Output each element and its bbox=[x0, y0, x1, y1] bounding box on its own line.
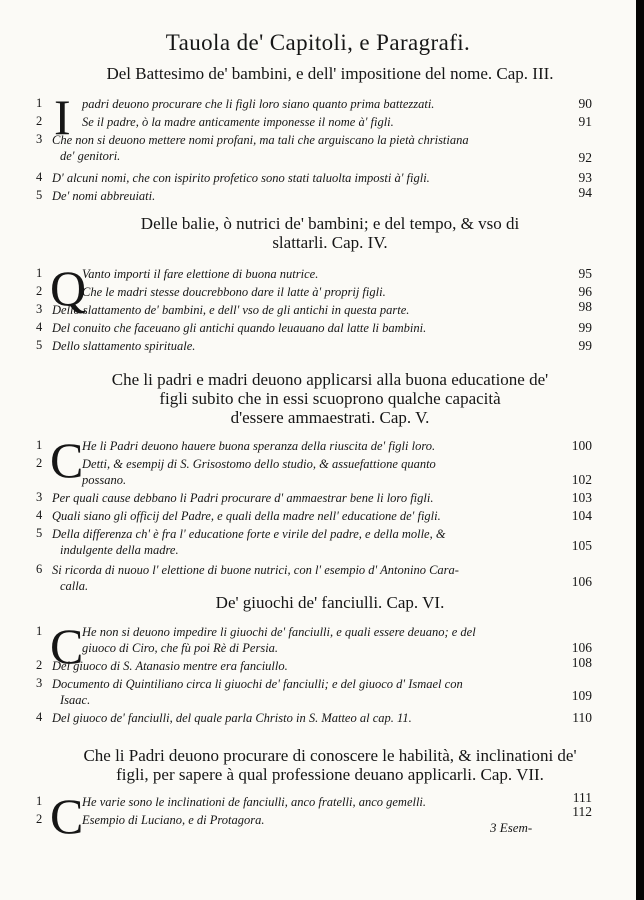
entry-number: 3 bbox=[36, 490, 43, 504]
entry-text: Vanto importi il fare elettione di buona nutrice. bbox=[82, 267, 319, 281]
entry-text: He varie sono le inclinationi de fanciulli, anco fratelli, anco gemelli. bbox=[82, 795, 427, 809]
entry-number: 5 bbox=[36, 526, 43, 540]
entry-number: 5 bbox=[36, 188, 43, 202]
entry-number: 2 bbox=[36, 284, 43, 298]
entry-page: 96 bbox=[578, 284, 592, 299]
entry-number: 4 bbox=[36, 508, 43, 522]
entry-text: padri deuono procurare che li figli loro siano quanto prima battezzati. bbox=[82, 97, 435, 111]
entry-number: 1 bbox=[36, 438, 43, 452]
chapter-heading-7 bbox=[52, 746, 608, 784]
entry-number: 2 bbox=[36, 456, 43, 470]
entry-page: 110 bbox=[572, 710, 592, 725]
entry-page: 98 bbox=[578, 299, 592, 314]
entry-text: Della differenza ch' è fra l' educatione forte e virile del padre, e della molle, & indulgente della madre. bbox=[52, 527, 446, 557]
chapter-heading-line: De' giuochi de' fanciulli. Cap. VI. bbox=[215, 593, 445, 612]
catchword: 3 Esem- bbox=[490, 820, 533, 835]
entry-page: 109 bbox=[571, 688, 592, 703]
entry-number: 2 bbox=[36, 658, 43, 672]
entry-page: 111 bbox=[572, 790, 592, 805]
chapter-heading-line: Delle balie, ò nutrici de' bambini; e del tempo, & vso di bbox=[140, 214, 520, 233]
entry-page: 99 bbox=[578, 320, 592, 335]
chapter-heading-line: figli, per sapere à qual professione deuano applicarli. Cap. VII. bbox=[116, 765, 544, 784]
entry-text: He li Padri deuono hauere buona speranza della riuscita de' figli loro. bbox=[82, 439, 436, 453]
entry-number: 6 bbox=[36, 562, 43, 576]
chapter-heading-line: figli subito che in essi scuoprono qualche capacità bbox=[159, 389, 501, 408]
entry-page: 91 bbox=[578, 114, 592, 129]
entry-text: Che le madri stesse doucrebbono dare il latte à' proprij figli. bbox=[82, 285, 386, 299]
entry-number: 1 bbox=[36, 266, 43, 280]
entry-text: Se il padre, ò la madre anticamente imponesse il nome à' figli. bbox=[82, 115, 394, 129]
entry-text: De' nomi abbreuiati. bbox=[52, 189, 156, 203]
entry-page: 90 bbox=[578, 96, 592, 111]
drop-cap: Q bbox=[50, 260, 87, 316]
drop-cap: C bbox=[50, 788, 84, 844]
entry-number: 4 bbox=[36, 710, 43, 724]
entry-number: 1 bbox=[36, 794, 43, 808]
entry-page: 94 bbox=[578, 185, 592, 200]
entry-text: Detti, & esempij di S. Grisostomo dello studio, & assuefattione quanto possano. bbox=[82, 457, 436, 487]
entry-number: 1 bbox=[36, 96, 43, 110]
entry-page: 104 bbox=[571, 508, 592, 523]
entry-page: 103 bbox=[571, 490, 592, 505]
entry-page: 102 bbox=[571, 472, 592, 487]
entry-text: Del giuoco di S. Atanasio mentre era fanciullo. bbox=[52, 659, 288, 673]
entry-page: 112 bbox=[572, 804, 592, 819]
chapter-heading-line: Che li Padri deuono procurare di conoscere le habilità, & inclinationi de' bbox=[83, 746, 577, 765]
toc-entry bbox=[0, 132, 636, 172]
chapter-heading-6 bbox=[60, 593, 600, 612]
entry-text: Dello slattamento de' bambini, e dell' vso de gli antichi in questa parte. bbox=[52, 303, 410, 317]
entry-page: 108 bbox=[571, 655, 592, 670]
toc-entry bbox=[0, 710, 636, 750]
entry-number: 3 bbox=[36, 676, 43, 690]
entry-number: 4 bbox=[36, 170, 43, 184]
entry-text: Esempio di Luciano, e di Protagora. bbox=[82, 813, 265, 827]
entry-text: Che non si deuono mettere nomi profani, ma tali che arguiscano la pietà christiana de' genitori. bbox=[52, 133, 469, 163]
entry-text: Quali siano gli officij del Padre, e quali della madre nell' educatione de' figli. bbox=[52, 509, 441, 523]
entry-text: Del conuito che faceuano gli antichi quando leuauano dal latte li bambini. bbox=[52, 321, 427, 335]
entry-page: 100 bbox=[571, 438, 592, 453]
entry-page: 93 bbox=[578, 170, 592, 185]
entry-text: He non si deuono impedire li giuochi de' fanciulli, e quali essere deuano; e del giuoco di Ciro, che fù poi Rè di Persia. bbox=[82, 625, 476, 655]
entry-page: 95 bbox=[578, 266, 592, 281]
entry-text: Si ricorda di nuouo l' elettione di buone nutrici, con l' esempio d' Antonino Cara- calla. bbox=[52, 563, 459, 593]
entry-number: 3 bbox=[36, 302, 43, 316]
entry-number: 2 bbox=[36, 812, 43, 826]
entry-text: Documento di Quintiliano circa li giuochi de' fanciulli; e del giuoco d' Ismael con Isaac. bbox=[52, 677, 463, 707]
entry-page: 106 bbox=[571, 640, 592, 655]
chapter-heading-4 bbox=[60, 214, 600, 252]
entry-page: 106 bbox=[571, 574, 592, 589]
chapter-heading-line: d'essere ammaestrati. Cap. V. bbox=[230, 408, 430, 427]
drop-cap: C bbox=[50, 618, 84, 674]
entry-text: D' alcuni nomi, che con ispirito profetico sono stati taluolta imposti à' figli. bbox=[52, 171, 430, 185]
chapter-heading-line: slattarli. Cap. IV. bbox=[272, 233, 388, 252]
entry-text: Per quali cause debbano li Padri procurare d' ammaestrar bene li loro figli. bbox=[52, 491, 434, 505]
entry-number: 4 bbox=[36, 320, 43, 334]
drop-cap: I bbox=[54, 89, 71, 145]
entry-page: 99 bbox=[578, 338, 592, 353]
toc-entry bbox=[0, 804, 636, 852]
chapter-heading-3 bbox=[60, 64, 600, 83]
toc-entry bbox=[0, 526, 636, 566]
drop-cap: C bbox=[50, 432, 84, 488]
entry-page: 105 bbox=[571, 538, 592, 553]
scan-edge bbox=[636, 0, 644, 900]
entry-number: 1 bbox=[36, 624, 43, 638]
chapter-heading-line: Del Battesimo de' bambini, e dell' impositione del nome. Cap. III. bbox=[106, 64, 554, 83]
chapter-heading-5 bbox=[60, 370, 600, 427]
entry-number: 3 bbox=[36, 132, 43, 146]
chapter-heading-line: Che li padri e madri deuono applicarsi alla buona educatione de' bbox=[111, 370, 549, 389]
entry-number: 2 bbox=[36, 114, 43, 128]
page-title: Tauola de' Capitoli, e Paragrafi. bbox=[165, 30, 471, 55]
entry-page: 92 bbox=[578, 150, 592, 165]
entry-number: 5 bbox=[36, 338, 43, 352]
entry-text: Dello slattamento spirituale. bbox=[52, 339, 196, 353]
entry-text: Del giuoco de' fanciulli, del quale parla Christo in S. Matteo al cap. 11. bbox=[52, 711, 412, 725]
